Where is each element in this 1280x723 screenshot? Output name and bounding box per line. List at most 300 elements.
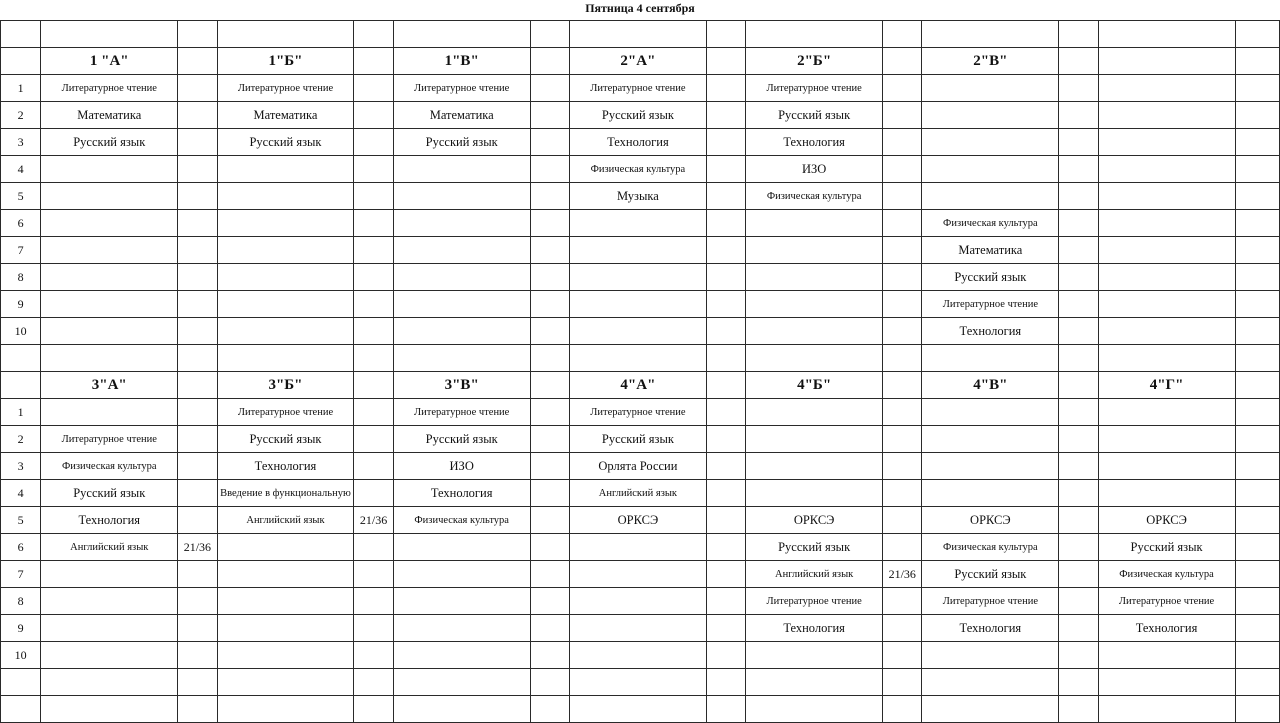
lesson-row [1,237,1280,264]
lesson-cell [393,534,530,561]
lesson-cell: Русский язык [217,426,354,453]
empty-cell [1059,669,1098,696]
empty-cell [41,345,178,372]
room-cell [883,264,922,291]
empty-cell [746,345,883,372]
room-header [883,372,922,399]
room-cell [178,237,217,264]
lesson-row [1,318,1280,345]
room-cell [354,453,393,480]
room-cell [1235,426,1279,453]
lesson-cell: Физическая культура [1098,561,1235,588]
lesson-cell [217,210,354,237]
room-cell: 21/36 [354,507,393,534]
empty-cell [354,669,393,696]
lesson-cell [746,318,883,345]
lesson-row [1,156,1280,183]
lesson-cell: Технология [746,129,883,156]
room-cell [178,129,217,156]
lesson-row [1,399,1280,426]
room-header [178,48,217,75]
room-header [1235,372,1279,399]
room-cell [178,507,217,534]
room-cell [1059,642,1098,669]
lesson-cell [41,291,178,318]
lesson-cell [1098,480,1235,507]
lesson-cell: Технология [41,507,178,534]
empty-cell [569,669,706,696]
room-cell [178,75,217,102]
lesson-number: 1 [1,399,41,426]
lesson-cell [1098,75,1235,102]
room-header [1235,48,1279,75]
class-header-row [1,372,1280,399]
room-header [706,372,745,399]
room-cell [883,183,922,210]
lesson-number: 8 [1,588,41,615]
empty-cell [354,345,393,372]
lesson-cell [217,318,354,345]
empty-cell [41,696,178,723]
lesson-cell: Английский язык [746,561,883,588]
empty-cell [1235,696,1279,723]
room-cell [530,480,569,507]
room-cell [178,156,217,183]
room-cell [1235,75,1279,102]
room-cell [1235,453,1279,480]
empty-cell [922,696,1059,723]
room-header [706,48,745,75]
room-cell [883,615,922,642]
room-cell [1059,588,1098,615]
lesson-number: 9 [1,291,41,318]
room-cell [530,291,569,318]
empty-cell [706,696,745,723]
room-cell [706,129,745,156]
room-cell: 21/36 [883,561,922,588]
lesson-cell: ОРКСЭ [1098,507,1235,534]
lesson-cell [922,156,1059,183]
room-header [530,48,569,75]
lesson-cell [1098,264,1235,291]
lesson-cell [569,264,706,291]
lesson-cell [41,183,178,210]
room-cell [706,291,745,318]
lesson-cell: Физическая культура [746,183,883,210]
lesson-row [1,210,1280,237]
room-header [530,372,569,399]
lesson-cell [217,237,354,264]
empty-cell [883,345,922,372]
room-cell [178,480,217,507]
room-cell [1235,480,1279,507]
room-cell [1059,507,1098,534]
room-cell [530,507,569,534]
lesson-cell [922,480,1059,507]
lesson-row [1,102,1280,129]
empty-cell [41,21,178,48]
lesson-number: 7 [1,561,41,588]
empty-cell [1098,21,1235,48]
room-cell [530,615,569,642]
room-cell [1059,237,1098,264]
lesson-cell: Русский язык [922,561,1059,588]
room-cell [354,210,393,237]
empty-cell [1,21,41,48]
empty-cell [393,669,530,696]
class-name: 1"Б" [217,48,354,75]
lesson-cell [1098,156,1235,183]
empty-cell [922,345,1059,372]
empty-cell [178,345,217,372]
lesson-cell [1098,399,1235,426]
room-cell [1235,615,1279,642]
class-name: 2"А" [569,48,706,75]
room-cell [706,399,745,426]
lesson-number: 9 [1,615,41,642]
room-cell [1059,426,1098,453]
lesson-cell [1098,210,1235,237]
room-cell [1059,210,1098,237]
lesson-cell [746,480,883,507]
lesson-cell: Технология [922,615,1059,642]
room-cell [530,237,569,264]
class-name [1098,48,1235,75]
room-cell [530,183,569,210]
lesson-cell: Русский язык [569,426,706,453]
spacer-row [1,669,1280,696]
lesson-number: 5 [1,507,41,534]
room-cell [1235,129,1279,156]
lesson-cell [746,453,883,480]
lesson-cell [1098,183,1235,210]
schedule-body [1,21,1280,723]
empty-cell [922,21,1059,48]
room-cell [178,399,217,426]
lesson-cell [569,237,706,264]
lesson-cell: Русский язык [393,129,530,156]
lesson-cell: Технология [1098,615,1235,642]
lesson-cell [393,615,530,642]
lesson-cell [746,399,883,426]
room-cell [1235,210,1279,237]
room-cell: 21/36 [178,534,217,561]
room-cell [530,588,569,615]
lesson-cell: Русский язык [41,129,178,156]
class-header-row [1,48,1280,75]
lesson-cell [569,615,706,642]
room-header [1059,372,1098,399]
lesson-cell [217,183,354,210]
room-cell [706,210,745,237]
room-cell [1059,561,1098,588]
lesson-cell [41,615,178,642]
lesson-cell [922,129,1059,156]
empty-cell [1059,696,1098,723]
lesson-cell [41,156,178,183]
lesson-cell [1098,291,1235,318]
lesson-cell: Математика [41,102,178,129]
room-cell [354,588,393,615]
lesson-cell: Русский язык [1098,534,1235,561]
top-spacer-row [1,21,1280,48]
room-cell [178,453,217,480]
room-cell [1059,480,1098,507]
room-cell [883,237,922,264]
room-cell [706,75,745,102]
lesson-cell [569,561,706,588]
row-number-header [1,48,41,75]
lesson-cell [1098,129,1235,156]
empty-cell [706,21,745,48]
row-number-header [1,372,41,399]
room-cell [1059,399,1098,426]
page-title: Пятница 4 сентября [585,1,695,15]
room-header [354,48,393,75]
lesson-number: 10 [1,318,41,345]
class-name: 4"А" [569,372,706,399]
lesson-cell: Математика [217,102,354,129]
lesson-cell [569,588,706,615]
empty-cell [706,345,745,372]
room-cell [530,102,569,129]
lesson-cell [41,210,178,237]
lesson-cell [1098,426,1235,453]
room-cell [178,426,217,453]
lesson-cell [922,102,1059,129]
empty-cell [178,696,217,723]
lesson-cell [217,561,354,588]
room-cell [354,318,393,345]
room-cell [178,210,217,237]
lesson-cell: ОРКСЭ [569,507,706,534]
room-cell [706,453,745,480]
lesson-cell [217,642,354,669]
room-cell [883,453,922,480]
lesson-cell [41,588,178,615]
lesson-cell: Литературное чтение [569,75,706,102]
lesson-cell [569,642,706,669]
lesson-cell: Русский язык [922,264,1059,291]
lesson-number: 3 [1,129,41,156]
lesson-cell: Литературное чтение [217,399,354,426]
room-cell [883,534,922,561]
class-name: 4"В" [922,372,1059,399]
empty-cell [706,669,745,696]
room-cell [1059,129,1098,156]
room-cell [1059,453,1098,480]
empty-cell [354,696,393,723]
empty-cell [217,696,354,723]
lesson-cell: Математика [922,237,1059,264]
class-name: 4"Б" [746,372,883,399]
empty-cell [217,669,354,696]
class-name: 2"В" [922,48,1059,75]
lesson-cell [569,210,706,237]
empty-cell [746,669,883,696]
room-cell [530,426,569,453]
room-cell [1235,264,1279,291]
room-cell [1235,156,1279,183]
room-cell [706,318,745,345]
lesson-cell [393,318,530,345]
lesson-row [1,561,1280,588]
empty-cell [1,696,41,723]
room-cell [706,426,745,453]
room-cell [706,264,745,291]
lesson-cell: Русский язык [41,480,178,507]
class-name: 3"В" [393,372,530,399]
lesson-cell [746,210,883,237]
lesson-cell [41,399,178,426]
lesson-cell: Введение в функциональную [217,480,354,507]
room-cell [178,588,217,615]
lesson-cell [1098,237,1235,264]
room-cell [883,399,922,426]
lesson-cell [746,291,883,318]
empty-cell [530,669,569,696]
room-cell [883,291,922,318]
class-name: 1 "А" [41,48,178,75]
room-cell [706,183,745,210]
lesson-cell: Английский язык [41,534,178,561]
lesson-cell: Литературное чтение [41,426,178,453]
room-cell [1235,588,1279,615]
room-cell [1059,102,1098,129]
room-cell [354,615,393,642]
lesson-cell [569,534,706,561]
empty-cell [1098,345,1235,372]
lesson-number: 10 [1,642,41,669]
lesson-cell: Русский язык [746,534,883,561]
lesson-cell: Физическая культура [393,507,530,534]
lesson-cell [393,210,530,237]
lesson-cell: ОРКСЭ [922,507,1059,534]
spacer-row [1,345,1280,372]
room-cell [883,210,922,237]
lesson-cell [1098,453,1235,480]
room-cell [1235,561,1279,588]
lesson-row [1,183,1280,210]
lesson-cell: Английский язык [569,480,706,507]
lesson-cell: Русский язык [569,102,706,129]
room-cell [530,453,569,480]
room-cell [1235,642,1279,669]
room-cell [883,129,922,156]
room-cell [1059,534,1098,561]
lesson-cell: Литературное чтение [41,75,178,102]
lesson-cell: Орлята России [569,453,706,480]
room-cell [1235,399,1279,426]
room-cell [354,183,393,210]
room-cell [706,561,745,588]
empty-cell [569,345,706,372]
lesson-cell: Английский язык [217,507,354,534]
empty-cell [883,696,922,723]
lesson-cell [41,264,178,291]
room-cell [883,102,922,129]
lesson-row [1,615,1280,642]
room-cell [706,102,745,129]
lesson-cell [217,534,354,561]
empty-cell [178,21,217,48]
room-cell [354,237,393,264]
empty-cell [354,21,393,48]
empty-cell [569,696,706,723]
lesson-cell [393,183,530,210]
lesson-cell [41,237,178,264]
lesson-number: 2 [1,426,41,453]
room-cell [354,642,393,669]
lesson-cell: Физическая культура [922,210,1059,237]
class-name: 4"Г" [1098,372,1235,399]
room-cell [178,102,217,129]
empty-cell [746,696,883,723]
lesson-cell [922,453,1059,480]
room-cell [178,561,217,588]
room-cell [354,129,393,156]
room-cell [1059,75,1098,102]
room-header [354,372,393,399]
empty-cell [393,696,530,723]
room-cell [1235,534,1279,561]
lesson-row [1,264,1280,291]
lesson-row [1,75,1280,102]
lesson-cell [41,642,178,669]
empty-cell [1,345,41,372]
lesson-cell: Технология [569,129,706,156]
room-cell [706,588,745,615]
lesson-number: 4 [1,480,41,507]
room-cell [883,426,922,453]
empty-cell [1059,345,1098,372]
room-cell [1059,183,1098,210]
lesson-cell: Технология [217,453,354,480]
lesson-cell [41,318,178,345]
empty-cell [1235,21,1279,48]
empty-cell [530,21,569,48]
lesson-number: 6 [1,210,41,237]
lesson-cell: ОРКСЭ [746,507,883,534]
lesson-cell: Технология [746,615,883,642]
room-cell [1235,237,1279,264]
lesson-number: 5 [1,183,41,210]
lesson-cell [746,642,883,669]
empty-cell [922,669,1059,696]
empty-cell [41,669,178,696]
lesson-row [1,534,1280,561]
class-name: 3"А" [41,372,178,399]
lesson-cell [217,264,354,291]
empty-cell [217,345,354,372]
lesson-cell [217,615,354,642]
lesson-cell: Русский язык [746,102,883,129]
room-cell [178,615,217,642]
lesson-cell: Литературное чтение [746,588,883,615]
lesson-cell: Физическая культура [41,453,178,480]
lesson-cell [1098,102,1235,129]
room-cell [706,534,745,561]
lesson-cell: Литературное чтение [746,75,883,102]
lesson-cell: Математика [393,102,530,129]
lesson-row [1,453,1280,480]
empty-cell [178,669,217,696]
room-cell [1235,507,1279,534]
room-cell [706,615,745,642]
lesson-cell [393,237,530,264]
lesson-cell [569,318,706,345]
room-cell [354,534,393,561]
